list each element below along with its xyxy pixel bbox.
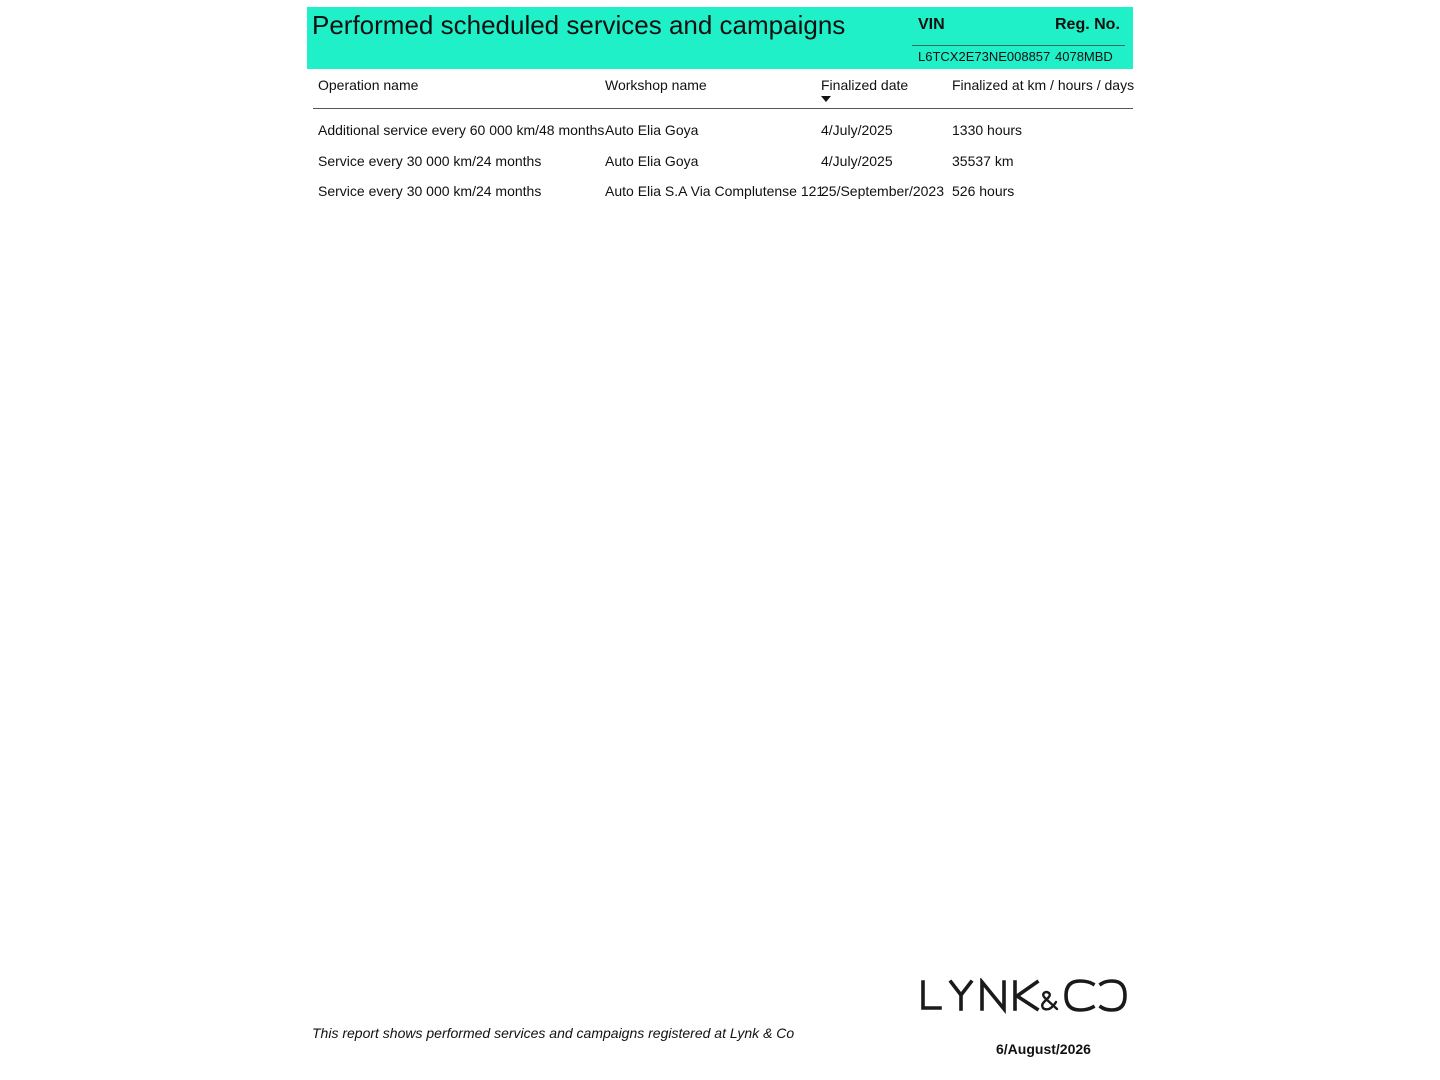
- report-date: 6/August/2026: [996, 1041, 1091, 1057]
- finalized-date-cell: 25/September/2023: [821, 183, 944, 199]
- vehicle-id-block: [912, 7, 1125, 69]
- lynk-co-logo: [918, 978, 1128, 1014]
- report-disclaimer: This report shows performed services and campaigns registered at Lynk & Co: [312, 1025, 795, 1041]
- finalized-date-cell: 4/July/2025: [821, 122, 893, 138]
- column-header-finalized-at[interactable]: Finalized at km / hours / days: [952, 77, 1135, 93]
- finalized-at-cell: 1330 hours: [952, 122, 1023, 138]
- operation-name-cell: Service every 30 000 km/24 months: [318, 152, 542, 169]
- reg-no-value: 4078MBD: [1055, 49, 1113, 64]
- column-header-operation-name[interactable]: Operation name: [318, 77, 419, 93]
- table-row: [313, 115, 1133, 146]
- table-row: [313, 146, 1133, 177]
- finalized-date-cell: 4/July/2025: [821, 152, 893, 169]
- operation-name-cell: Service every 30 000 km/24 months: [318, 183, 542, 199]
- services-table: [313, 72, 1133, 207]
- sort-down-icon: [821, 96, 831, 102]
- report-header: [307, 7, 1133, 69]
- reg-no-label: Reg. No.: [1055, 16, 1120, 33]
- finalized-at-cell: 35537 km: [952, 152, 1014, 169]
- finalized-at-cell: 526 hours: [952, 183, 1015, 199]
- workshop-name-cell: Auto Elia Goya: [605, 122, 699, 138]
- table-header: [313, 72, 1133, 109]
- id-divider: [912, 45, 1125, 46]
- column-header-label: Finalized date: [821, 77, 909, 93]
- workshop-name-cell: Auto Elia Goya: [605, 152, 699, 169]
- vin-label: VIN: [918, 16, 945, 33]
- vin-value: L6TCX2E73NE008857: [918, 49, 1051, 64]
- operation-name-cell: Additional service every 60 000 km/48 months: [318, 122, 605, 138]
- column-header-finalized-date[interactable]: [821, 76, 908, 94]
- table-body: [313, 109, 1133, 207]
- page-title: Performed scheduled services and campaigns: [312, 10, 846, 40]
- workshop-name-cell: Auto Elia S.A Via Complutense 121: [605, 183, 825, 199]
- column-header-workshop-name[interactable]: Workshop name: [605, 77, 707, 93]
- table-row: [313, 176, 1133, 207]
